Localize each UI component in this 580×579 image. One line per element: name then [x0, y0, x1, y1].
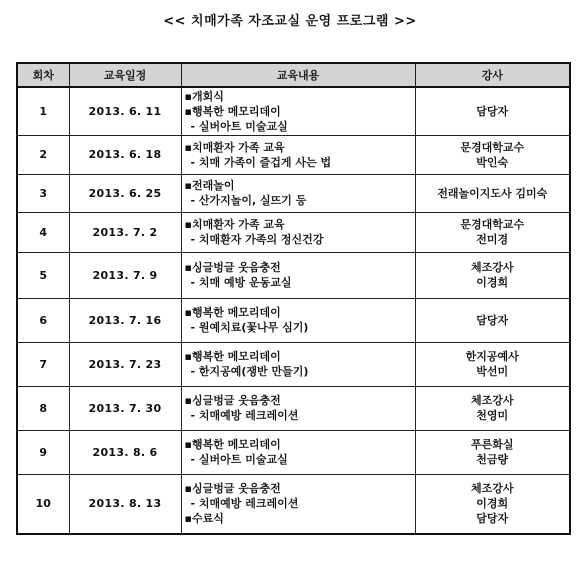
lecturer-cell	[415, 386, 570, 430]
table-row	[17, 342, 570, 386]
lecturer-line: 체조강사	[470, 261, 514, 274]
content-line: - 치매예방 레크레이션	[190, 409, 299, 422]
round-cell: 8	[17, 386, 69, 430]
lecturer-cell	[415, 342, 570, 386]
round-cell: 7	[17, 342, 69, 386]
table-row	[17, 386, 570, 430]
content-cell	[181, 298, 415, 342]
lecturer-line: 전미경	[476, 233, 509, 246]
table-row	[17, 174, 570, 212]
content-line: - 원예치료(꽃나무 심기)	[190, 321, 309, 334]
round-cell: 4	[17, 212, 69, 252]
lecturer-line: 체조강사	[470, 394, 514, 407]
lecturer-line: 박선미	[476, 365, 509, 378]
round-cell: 5	[17, 252, 69, 298]
content-cell	[181, 174, 415, 212]
content-line: ▪치매환자 가족 교육	[184, 140, 285, 154]
date-cell: 2013. 8. 6	[69, 430, 181, 474]
lecturer-line: 전래놀이지도사 김미숙	[437, 186, 548, 200]
date-cell: 2013. 7. 16	[69, 298, 181, 342]
content-line: ▪행복한 메모리데이	[184, 306, 281, 319]
content-line: - 산가지놀이, 실뜨기 등	[190, 194, 307, 207]
round-cell: 6	[17, 298, 69, 342]
lecturer-line: 문경대학교수	[460, 140, 525, 154]
lecturer-line: 담당자	[476, 313, 509, 327]
table-row	[17, 87, 570, 135]
date-cell: 2013. 6. 18	[69, 135, 181, 174]
content-line: ▪행복한 메모리데이	[184, 350, 281, 363]
content-line: ▪싱글벙글 웃음충전	[184, 394, 281, 407]
content-line: - 한지공예(쟁반 만들기)	[190, 365, 309, 378]
date-cell: 2013. 7. 2	[69, 212, 181, 252]
lecturer-line: 담당자	[476, 104, 509, 118]
content-cell	[181, 474, 415, 534]
lecturer-line: 이경희	[476, 497, 509, 511]
content-line: ▪개회식	[184, 89, 224, 103]
table-header-row	[17, 63, 570, 87]
lecturer-line: 한지공예사	[465, 350, 519, 363]
content-line: ▪싱글벙글 웃음충전	[184, 261, 281, 274]
content-cell	[181, 386, 415, 430]
lecturer-line: 체조강사	[470, 482, 514, 496]
lecturer-cell	[415, 174, 570, 212]
lecturer-cell	[415, 212, 570, 252]
program-schedule-table	[16, 62, 571, 535]
date-cell: 2013. 6. 25	[69, 174, 181, 212]
page-title: << 치매가족 자조교실 운영 프로그램 >>	[163, 14, 417, 29]
header-lecturer: 강사	[415, 63, 570, 87]
lecturer-cell	[415, 474, 570, 534]
round-cell: 9	[17, 430, 69, 474]
content-line: ▪행복한 메모리데이	[184, 438, 281, 451]
lecturer-line: 천금량	[476, 453, 509, 466]
content-cell	[181, 430, 415, 474]
lecturer-cell	[415, 87, 570, 135]
content-line: ▪치매환자 가족 교육	[184, 218, 285, 231]
round-cell: 1	[17, 87, 69, 135]
lecturer-line: 담당자	[476, 512, 509, 526]
lecturer-line: 천영미	[476, 409, 509, 422]
date-cell: 2013. 8. 13	[69, 474, 181, 534]
content-cell	[181, 212, 415, 252]
content-line: - 치매 가족이 즐겁게 사는 법	[190, 155, 332, 169]
lecturer-cell	[415, 298, 570, 342]
table-row	[17, 252, 570, 298]
lecturer-line: 이경희	[476, 276, 509, 289]
table-row	[17, 430, 570, 474]
header-round: 회차	[17, 63, 69, 87]
date-cell: 2013. 7. 23	[69, 342, 181, 386]
date-cell: 2013. 6. 11	[69, 87, 181, 135]
header-content: 교육내용	[181, 63, 415, 87]
content-cell	[181, 342, 415, 386]
table-row	[17, 135, 570, 174]
lecturer-line: 박인숙	[476, 155, 509, 169]
content-cell	[181, 252, 415, 298]
lecturer-cell	[415, 135, 570, 174]
lecturer-line: 문경대학교수	[460, 218, 525, 231]
content-line: ▪수료식	[184, 512, 224, 526]
round-cell: 10	[17, 474, 69, 534]
content-line: - 치매환자 가족의 정신건강	[190, 233, 324, 246]
content-cell	[181, 135, 415, 174]
table-row	[17, 212, 570, 252]
lecturer-line: 푸른화실	[470, 438, 514, 451]
table-row	[17, 474, 570, 534]
round-cell: 3	[17, 174, 69, 212]
lecturer-cell	[415, 252, 570, 298]
content-line: - 치매예방 레크레이션	[190, 497, 299, 511]
content-line: ▪행복한 메모리데이	[184, 104, 281, 118]
lecturer-cell	[415, 430, 570, 474]
header-date: 교육일정	[69, 63, 181, 87]
content-cell	[181, 87, 415, 135]
content-line: - 실버아트 미술교실	[190, 453, 288, 466]
table-row	[17, 298, 570, 342]
content-line: - 실버아트 미술교실	[190, 119, 288, 133]
content-line: - 치매 예방 운동교실	[190, 276, 292, 289]
date-cell: 2013. 7. 30	[69, 386, 181, 430]
content-line: ▪전래놀이	[184, 179, 235, 192]
date-cell: 2013. 7. 9	[69, 252, 181, 298]
round-cell: 2	[17, 135, 69, 174]
content-line: ▪싱글벙글 웃음충전	[184, 482, 281, 496]
